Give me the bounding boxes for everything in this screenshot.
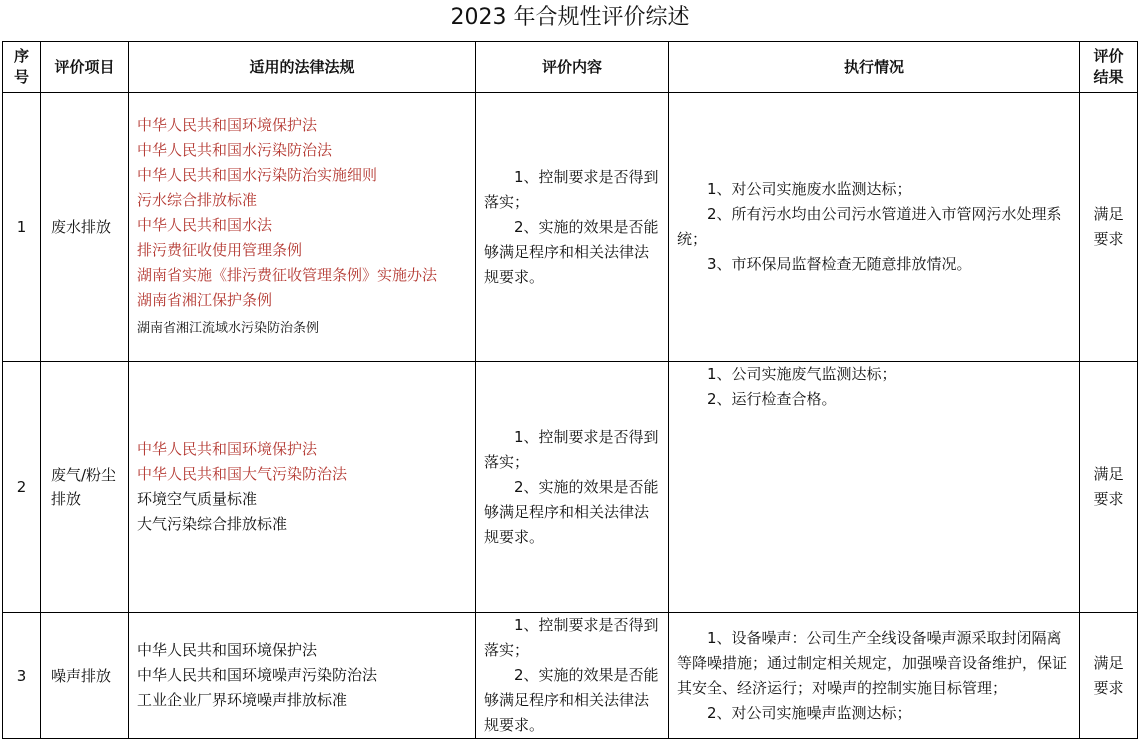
row-content: 1、控制要求是否得到落实； 2、实施的效果是否能够满足程序和相关法律法规要求。 (476, 362, 669, 613)
row-result: 满足 要求 (1080, 362, 1138, 613)
row-item: 噪声排放 (41, 613, 129, 739)
row-laws (129, 93, 476, 362)
row-content: 1、控制要求是否得到落实； 2、实施的效果是否能够满足程序和相关法律法规要求。 (476, 93, 669, 362)
law-item: 中华人民共和国水污染防治实施细则 (137, 166, 378, 184)
row-num: 1 (3, 93, 41, 362)
law-item: 中华人民共和国环境噪声污染防治法 (137, 666, 378, 684)
row-laws (129, 362, 476, 613)
law-item: 环境空气质量标准 (137, 490, 258, 508)
table-row (3, 93, 1138, 362)
table-row (3, 613, 1138, 739)
law-item: 污水综合排放标准 (137, 191, 258, 209)
row-laws (129, 613, 476, 739)
row-execution: 1、对公司实施废水监测达标； 2、所有污水均由公司污水管道进入市管网污水处理系统； 3、市环保局监督检查无随意排放情况。 (669, 93, 1080, 362)
header-item: 评价项目 (41, 42, 129, 93)
law-item: 中华人民共和国水法 (137, 216, 273, 234)
law-item: 中华人民共和国环境保护法 (137, 440, 318, 458)
row-execution: 1、公司实施废气监测达标； 2、运行检查合格。 (669, 362, 1080, 613)
row-item: 废水排放 (41, 93, 129, 362)
compliance-table (2, 41, 1138, 739)
header-content: 评价内容 (476, 42, 669, 93)
header-execution: 执行情况 (669, 42, 1080, 93)
row-content: 1、控制要求是否得到落实； 2、实施的效果是否能够满足程序和相关法律法规要求。 (476, 613, 669, 739)
row-num: 2 (3, 362, 41, 613)
law-item: 湖南省湘江保护条例 (137, 291, 273, 309)
header-num: 序 号 (3, 42, 41, 93)
law-item: 中华人民共和国水污染防治法 (137, 141, 333, 159)
law-item: 大气污染综合排放标准 (137, 515, 288, 533)
table-row (3, 362, 1138, 613)
header-row (3, 42, 1138, 93)
law-item: 中华人民共和国环境保护法 (137, 641, 318, 659)
header-laws: 适用的法律法规 (129, 42, 476, 93)
law-item: 中华人民共和国大气污染防治法 (137, 465, 348, 483)
row-execution: 1、设备噪声：公司生产全线设备噪声源采取封闭隔离等降噪措施；通过制定相关规定，加强噪音设备维护，保证其安全、经济运行；对噪声的控制实施目标管理； 2、对公司实施噪声监测达标； (669, 613, 1080, 739)
document-title: 2023 年合规性评价综述 (450, 5, 690, 30)
law-item: 工业企业厂界环境噪声排放标准 (137, 691, 348, 709)
header-result: 评价 结果 (1080, 42, 1138, 93)
row-num: 3 (3, 613, 41, 739)
row-result: 满足 要求 (1080, 613, 1138, 739)
law-item: 湖南省湘江流域水污染防治条例 (137, 321, 320, 336)
row-result: 满足 要求 (1080, 93, 1138, 362)
law-item: 排污费征收使用管理条例 (137, 241, 303, 259)
law-item: 中华人民共和国环境保护法 (137, 116, 318, 134)
law-item: 湖南省实施《排污费征收管理条例》实施办法 (137, 266, 438, 284)
row-item: 废气/粉尘排放 (41, 362, 129, 613)
